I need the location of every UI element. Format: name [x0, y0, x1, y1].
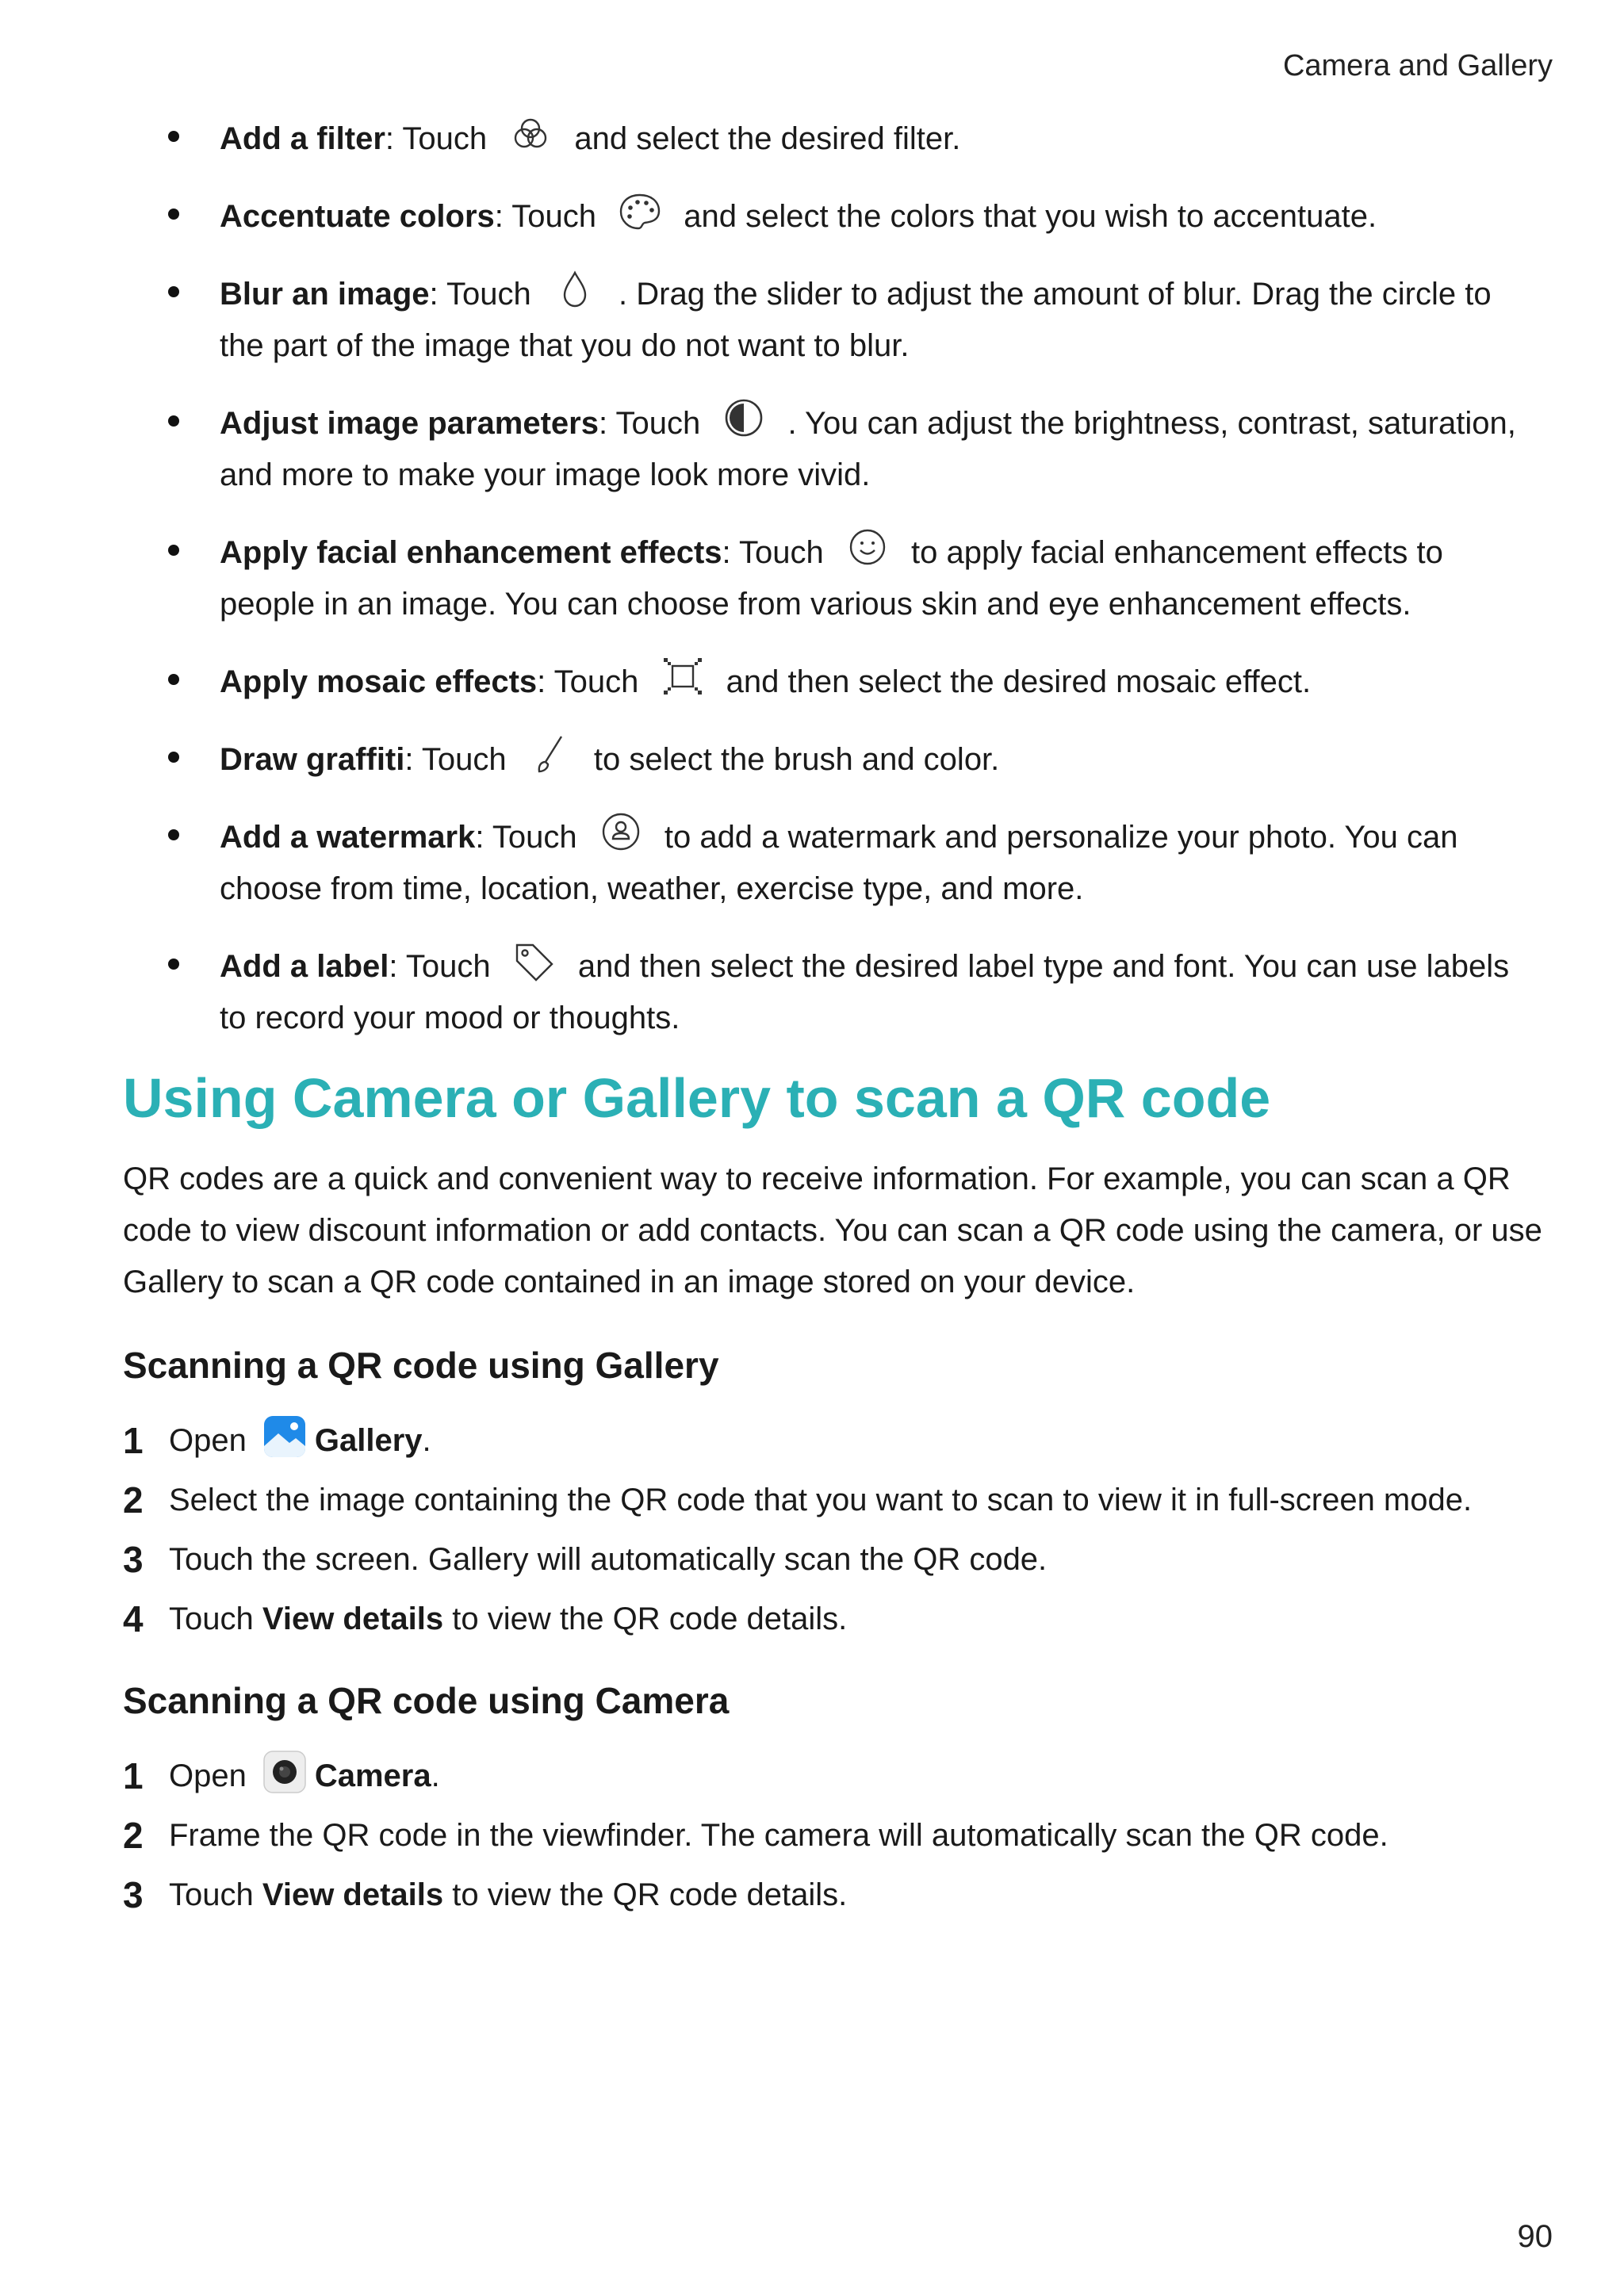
step-text: Select the image containing the QR code that you want to scan to view it in full-screen mode.	[169, 1483, 1473, 1517]
list-item	[123, 266, 1534, 372]
list-item	[123, 525, 1534, 630]
step-text: Open	[169, 1758, 247, 1793]
bullet-dot	[168, 959, 179, 970]
step-text: Frame the QR code in the viewfinder. The camera will automatically scan the QR code.	[169, 1818, 1388, 1853]
item-pre: : Touch	[598, 406, 701, 441]
step-post: .	[422, 1423, 431, 1458]
camera-app-icon	[262, 1750, 307, 1794]
item-term: Blur an image	[220, 277, 430, 312]
item-term: Add a filter	[220, 121, 385, 156]
item-term: Adjust image parameters	[220, 406, 599, 441]
step-bold: View details	[262, 1877, 444, 1912]
item-post: to select the brush and color.	[593, 742, 1000, 777]
list-item	[123, 654, 1534, 708]
step-item	[123, 1530, 1566, 1590]
gallery-subheading: Scanning a QR code using Gallery	[123, 1345, 719, 1386]
item-post: and then select the desired label type and font. You can use labels to record your mood or thoughts.	[220, 949, 1510, 1035]
step-post: to view the QR code details.	[452, 1877, 848, 1912]
step-bold: View details	[262, 1601, 444, 1636]
step-text: Touch	[169, 1601, 254, 1636]
smiley-icon	[844, 525, 891, 572]
bullet-dot	[168, 286, 179, 297]
gallery-app-icon	[262, 1414, 307, 1459]
item-post: and then select the desired mosaic effect.	[726, 664, 1312, 699]
step-text: Touch the screen. Gallery will automatically scan the QR code.	[169, 1542, 1048, 1577]
list-item	[123, 396, 1534, 501]
tag-icon	[511, 939, 558, 986]
item-pre: : Touch	[537, 664, 639, 699]
item-term: Add a watermark	[220, 820, 476, 855]
item-post: . Drag the slider to adjust the amount of blur. Drag the circle to the part of the image that you do not want to blur.	[220, 277, 1492, 363]
item-post: to add a watermark and personalize your photo. You can choose from time, location, weather, exercise type, and more.	[220, 820, 1458, 906]
step-number: 1	[123, 1755, 144, 1797]
bullet-dot	[168, 545, 179, 556]
page-number: 90	[1517, 2219, 1553, 2254]
item-post: and select the desired filter.	[574, 121, 961, 156]
mosaic-icon	[659, 654, 707, 702]
item-pre: : Touch	[385, 121, 488, 156]
bullet-dot	[168, 209, 179, 220]
item-pre: : Touch	[722, 535, 824, 570]
bullet-dot	[168, 131, 179, 142]
step-number: 3	[123, 1539, 144, 1580]
bullet-dot	[168, 752, 179, 763]
item-post: to apply facial enhancement effects to people in an image. You can choose from various skin and eye enhancement effects.	[220, 535, 1443, 622]
item-post: and select the colors that you wish to accentuate.	[684, 199, 1377, 234]
step-bold: Camera	[314, 1758, 431, 1793]
step-item	[123, 1866, 1566, 1925]
step-number: 4	[123, 1598, 144, 1640]
step-item	[123, 1806, 1566, 1866]
step-bold: Gallery	[314, 1423, 423, 1458]
item-pre: : Touch	[389, 949, 491, 984]
step-post: .	[431, 1758, 440, 1793]
item-pre: : Touch	[494, 199, 597, 234]
palette-icon	[616, 189, 664, 236]
list-item	[123, 189, 1534, 243]
camera-steps	[123, 1747, 1566, 1925]
step-item	[123, 1590, 1566, 1649]
step-number: 1	[123, 1420, 144, 1461]
camera-subheading: Scanning a QR code using Camera	[123, 1680, 730, 1721]
item-pre: : Touch	[404, 742, 507, 777]
step-item	[123, 1471, 1566, 1530]
list-item	[123, 732, 1534, 786]
intro-paragraph: QR codes are a quick and convenient way to receive information. For example, you can scan a QR code to view discount information or add contacts. You can scan a QR code using the camera, or use Gallery to scan a QR code contained in an image stored on your device.	[123, 1161, 1542, 1299]
item-pre: : Touch	[475, 820, 577, 855]
step-number: 2	[123, 1479, 144, 1521]
section-title: Using Camera or Gallery to scan a QR code	[123, 1067, 1271, 1129]
step-post: to view the QR code details.	[452, 1601, 848, 1636]
item-term: Accentuate colors	[220, 199, 495, 234]
item-pre: : Touch	[429, 277, 531, 312]
item-term: Apply facial enhancement effects	[220, 535, 722, 570]
item-term: Add a label	[220, 949, 389, 984]
step-text: Touch	[169, 1877, 254, 1912]
watermark-icon	[597, 809, 645, 857]
bullet-dot	[168, 829, 179, 840]
item-term: Draw graffiti	[220, 742, 405, 777]
gallery-steps	[123, 1411, 1566, 1649]
droplet-icon	[551, 266, 599, 314]
contrast-icon	[720, 396, 768, 443]
step-number: 2	[123, 1815, 144, 1856]
step-number: 3	[123, 1874, 144, 1915]
list-item	[123, 939, 1534, 1044]
brush-icon	[527, 732, 574, 779]
step-item	[123, 1747, 1566, 1806]
item-term: Apply mosaic effects	[220, 664, 538, 699]
list-item	[123, 111, 1534, 165]
bullet-dot	[168, 674, 179, 685]
item-post: . You can adjust the brightness, contrast, saturation, and more to make your image look more vivid.	[220, 406, 1516, 492]
feature-list	[123, 111, 1534, 1068]
running-header: Camera and Gallery	[1282, 49, 1553, 82]
filter-icon	[507, 111, 554, 159]
bullet-dot	[168, 415, 179, 427]
step-item	[123, 1411, 1566, 1471]
step-text: Open	[169, 1423, 247, 1458]
list-item	[123, 809, 1534, 915]
